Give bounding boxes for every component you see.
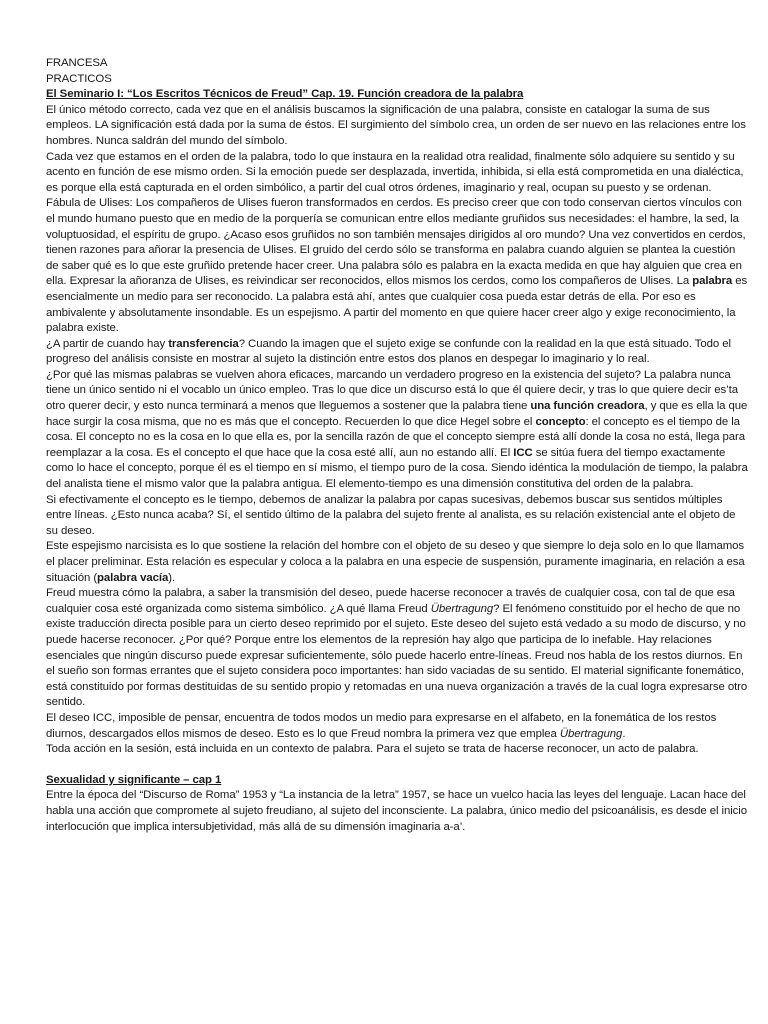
section-sexualidad bbox=[46, 773, 748, 835]
paragraph: Entre la época del “Discurso de Roma” 1953 y “La instancia de la letra” 1957, se hace un vuelco hacia las leyes del lenguaje. Lacan hace del habla una acción que compromete al sujeto freudiano, al sujeto del inconsciente. La palabra, único medio del psicoanálisis, es desde el inicio interlocución que implica intersubjetividad, más allá de su dimensión imaginaria a-a’. bbox=[46, 789, 748, 833]
bold-term: ICC bbox=[513, 446, 533, 459]
bold-term: palabra bbox=[692, 275, 733, 288]
bold-term: palabra vacía bbox=[97, 571, 169, 584]
section-spacer bbox=[46, 758, 748, 773]
paragraph: ¿Por qué las mismas palabras se vuelven ahora eficaces, marcando un verdadero progreso en la existencia del sujeto? La palabra nunca tiene un único sentido ni el vocablo un único empleo. Tras lo que dice un discurso está lo que él quiere decir, y tras lo que quiere decir es’ta otro querer decir, y esto nunca terminará a menos que lleguemos a sostener que la palabra tiene una función creadora, y que es ella la que hace surgir la cosa misma, que no es más que el concepto. Recuerden lo que dice Hegel sobre el concepto: el concepto es el tiempo de la cosa. El concepto no es la cosa en lo que ella es, por la sencilla razón de que el concepto siempre está allí donde la cosa no está, llega para reemplazar a la cosa. Es el concepto el que hace que la cosa esté allí, aun no estando allí. El ICC se sitúa fuera del tiempo exactamente como lo hace el concepto, porque él es el tiempo en sí mismo, el tiempo puro de la cosa. Siendo idéntica la modulación de tiempo, la palabra del analista tiene el mismo valor que la palabra antigua. El elemento-tiempo es una dimensión constitutiva del orden de la palabra. bbox=[46, 368, 748, 491]
paragraph: Freud muestra cómo la palabra, a saber la transmisión del deseo, puede hacerse reconocer a través de cualquier cosa, con tal de que esa cualquier cosa esté organizada como sistema simbólico. ¿A qué llama Freud Übertragung? El fenómeno constituido por el hecho de que no existe traducción directa posible para un cierto deseo reprimido por el sujeto. Este deseo del sujeto está vedado a su modo de discurso, y no puede hacerse reconocer. ¿Por qué? Porque entre los elementos de la represión hay algo que participa de lo inefable. Hay relaciones esenciales que ningún discurso puede expresar suficientemente, sólo puede hacerlo entre-líneas. Freud nos habla de los restos diurnos. En el sueño son formas errantes que el sujeto considera poco importantes: han sido vaciadas de su sentido. El material significante fonemático, está constituido por formas destituidas de su sentido propio y retomadas en una nueva organización a través de la cual logra expresarse otro sentido. bbox=[46, 587, 748, 709]
paragraph: Toda acción en la sesión, está incluida en un contexto de palabra. Para el sujeto se trata de hacerse reconocer, un acto de palabra. bbox=[46, 743, 699, 756]
italic-term: Übertragung bbox=[559, 727, 623, 740]
bold-term: concepto bbox=[535, 415, 586, 428]
paragraph: Si efectivamente el concepto es le tiempo, debemos de analizar la palabra por capas sucesivas, debemos buscar sus sentidos múltiples entre líneas. ¿Esto nunca acaba? Sí, el sentido último de la palabra del sujeto frente al analista, es su relación existencial ante el objeto de su deseo. bbox=[46, 493, 736, 537]
header-line-practicos: PRACTICOS bbox=[46, 72, 112, 85]
section-title-seminario: El Seminario I: “Los Escritos Técnicos de Freud” Cap. 19. Función creadora de la palabra bbox=[46, 88, 524, 101]
paragraph: ¿A partir de cuando hay transferencia? Cuando la imagen que el sujeto exige se confunde con la realidad en la que está situado. Todo el progreso del análisis consiste en mostrar al sujeto la distinción entre estos dos planos en despegar lo imaginario y lo real. bbox=[46, 337, 731, 366]
paragraph: Este espejismo narcisista es lo que sostiene la relación del hombre con el objeto de su deseo y que siempre lo deja solo en lo que llamamos el placer preliminar. Esta relación es especular y coloca a la palabra en una especie de suspensión, puramente imaginaria, en relación a esa situación (palabra vacía). bbox=[46, 540, 745, 584]
paragraph: Fábula de Ulises: Los compañeros de Ulises fueron transformados en cerdos. Es preciso creer que con todo conservan ciertos vínculos con el mundo humano puesto que en medio de la porquería se comunican entre ellos mediante gruñidos sus necesidades: el hambre, la sed, la voluptuosidad, el espíritu de grupo. ¿Acaso esos gruñidos no son también mensajes dirigidos al oro mundo? Una vez convertidos en cerdos, tienen razones para añorar la presencia de Ulises. El gruido del cerdo sólo se transforma en palabra cuando alguien se plantea la cuestión de saber qué es lo que este gruñido pretende hacer creer. Una palabra sólo es palabra en la exacta medida en que hay alguien que crea en ella. Expresar la añoranza de Ulises, es reivindicar ser reconocidos, ellos mismos los cerdos, como los compañeros de Ulises. La palabra es esencialmente un medio para ser reconocido. La palabra está ahí, antes que cualquier cosa pueda estar detrás de ella. Por eso es ambivalente y absolutamente insondable. Es un espejismo. A partir del momento en que quiere hacer creer algo y exige reconocimiento, la palabra existe. bbox=[46, 197, 748, 335]
italic-term: Übertragung bbox=[430, 602, 494, 615]
paragraph: El deseo ICC, imposible de pensar, encuentra de todos modos un medio para expresarse en el alfabeto, en la fonemática de los restos diurnos, descargados ellos mismos de deseo. Esto es lo que Freud nombra la primera vez que emplea Übertragung. bbox=[46, 711, 717, 740]
bold-term: una función creadora bbox=[530, 400, 645, 413]
paragraph: Cada vez que estamos en el orden de la palabra, todo lo que instaura en la realidad otra realidad, finalmente sólo adquiere su sentido y su acento en función de ese mismo orden. Si la emoción puede ser desplazada, invertida, inhibida, si ella está comprometida en una dialéctica, es porque ella está capturada en el orden simbólico, a partir del cual otros órdenes, imaginario y real, ocupan su puesto y se ordenan. bbox=[46, 150, 744, 194]
bold-term: transferencia bbox=[168, 337, 239, 350]
section-body-sexualidad bbox=[46, 788, 748, 835]
section-body-seminario bbox=[46, 103, 748, 758]
paragraph: El único método correcto, cada vez que en el análisis buscamos la significación de una palabra, consiste en catalogar la suma de sus empleos. LA significación está dada por la suma de éstos. El surgimiento del símbolo crea, un orden de ser nuevo en las relaciones entre los hombres. Nunca saldrán del mundo del símbolo. bbox=[46, 103, 746, 147]
section-title-sexualidad: Sexualidad y significante – cap 1 bbox=[46, 773, 222, 786]
header-line-francesa: FRANCESA bbox=[46, 57, 108, 69]
section-seminario bbox=[46, 87, 748, 758]
